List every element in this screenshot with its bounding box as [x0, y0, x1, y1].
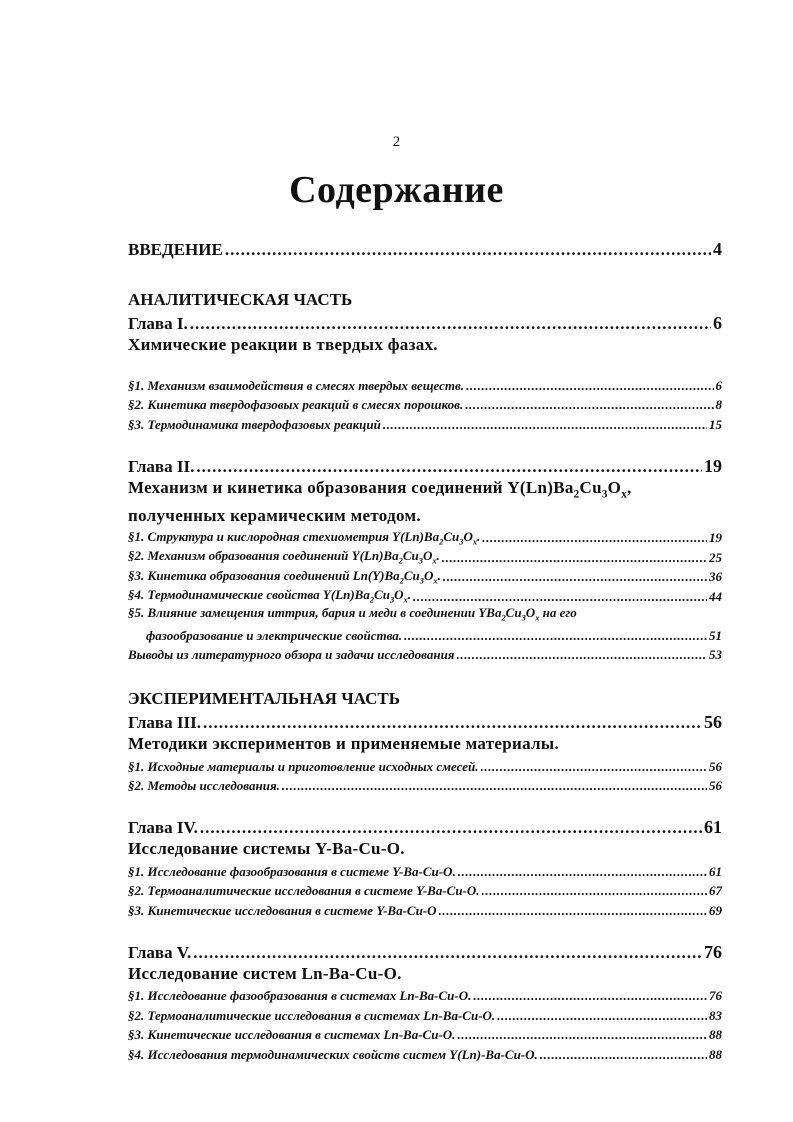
toc-page-number: 51 — [709, 627, 722, 643]
dot-leader — [404, 628, 707, 644]
toc-item-label: §4. Исследования термодинамических свойств систем Y(Ln)-Ba-Cu-O. — [128, 1046, 538, 1062]
toc-item[interactable] — [128, 860, 722, 880]
toc-page-number: 44 — [709, 588, 722, 604]
dot-leader — [473, 988, 707, 1004]
dot-leader — [225, 240, 711, 260]
dot-leader — [481, 759, 708, 775]
dot-leader — [193, 943, 702, 963]
toc-item[interactable] — [128, 585, 722, 605]
toc-chapter-3[interactable] — [128, 709, 722, 733]
dot-leader — [457, 647, 708, 663]
toc-item[interactable] — [128, 413, 722, 433]
toc-item[interactable] — [128, 374, 722, 394]
toc-page-number: 88 — [709, 1046, 722, 1062]
toc-page-number: 19 — [709, 530, 722, 546]
toc-item-label: §2. Методы исследования. — [128, 778, 280, 794]
toc-page-number: 56 — [704, 712, 722, 733]
chapter-label: Глава I. — [128, 314, 188, 333]
page-title: Содержание — [289, 169, 504, 211]
toc-entry-intro[interactable] — [128, 236, 722, 260]
toc-chapter-4[interactable] — [128, 814, 722, 838]
toc-item-label: §2. Термоаналитические исследования в системах Ln-Ba-Cu-O. — [128, 1007, 496, 1023]
toc-item-label: §1. Исходные материалы и приготовление исходных смесей. — [128, 758, 479, 774]
toc-page-number: 8 — [715, 397, 722, 412]
toc-item-label: §3. Кинетика образования соединений $Ln(Y)Ba_2Cu_3O_x$. — [128, 567, 441, 586]
toc-page-number: 19 — [704, 455, 722, 476]
toc-item-label: §1. Механизм взаимодействия в смесях твердых веществ. — [128, 377, 465, 393]
dot-leader — [203, 713, 702, 733]
toc-item-label: §3. Кинетические исследования в системе Y-Ba-Cu-O — [128, 902, 437, 918]
chapter-title: Методики экспериментов и применяемые материалы. — [128, 734, 560, 754]
toc-entry-label: ВВЕДЕНИЕ — [128, 240, 223, 259]
toc-item[interactable] — [128, 1024, 722, 1044]
toc-item-label: §3. Термодинамика твердофазовых реакций — [128, 416, 381, 432]
toc-item-label: §2. Термоаналитические исследования в системе Y-Ba-Cu-O. — [128, 883, 480, 899]
dot-leader — [466, 378, 713, 394]
dot-leader — [497, 1008, 707, 1024]
dot-leader — [540, 1047, 707, 1063]
toc-page-number: 6 — [715, 377, 722, 393]
toc-item[interactable] — [128, 985, 722, 1005]
toc-page-number: 76 — [704, 941, 722, 962]
toc-page-number: 67 — [709, 883, 722, 899]
toc-page-number: 53 — [709, 647, 722, 663]
section-heading-label: АНАЛИТИЧЕСКАЯ ЧАСТЬ — [128, 290, 353, 309]
toc-page-number: 15 — [709, 416, 722, 432]
toc-item[interactable] — [128, 755, 722, 775]
chapter-label: Глава IV. — [128, 818, 198, 838]
chapter-label: Глава II. — [128, 456, 195, 476]
dot-leader — [443, 569, 707, 585]
toc-item-multiline[interactable]: §5. Влияние замещения иттрия, бария и меди в соединении $YBa_2Cu_3O_x$ на его — [128, 604, 577, 623]
toc-item[interactable] — [128, 527, 722, 547]
toc-page-number: 6 — [713, 313, 722, 333]
toc-item[interactable] — [128, 566, 722, 586]
toc-page-number: 36 — [709, 569, 722, 585]
section-heading-experimental — [128, 685, 722, 709]
toc-item-label: §3. Кинетические исследования в системах Ln-Ba-Cu-O. — [128, 1027, 456, 1043]
toc-item-label: §2. Механизм образования соединений $Y(Ln)Ba_2Cu_3O_x$. — [128, 548, 440, 566]
toc-page-number: 61 — [709, 863, 722, 879]
dot-leader — [383, 417, 707, 433]
toc-item-label: фазообразование и электрические свойства. — [146, 627, 403, 643]
chapter-label: Глава III. — [128, 713, 201, 733]
toc-item[interactable] — [128, 1004, 722, 1024]
toc-page-number: 56 — [709, 758, 722, 774]
toc-item-label: Выводы из литературного обзора и задачи исследования — [128, 647, 455, 663]
chapter-title: Механизм и кинетика образования соединений $Y(Ln)Ba_2Cu_3O_x$, — [128, 477, 632, 500]
toc-page-number: 76 — [709, 988, 722, 1004]
toc-chapter-2[interactable] — [128, 453, 722, 477]
toc-item-label: §1. Исследование фазообразования в системе Y-Ba-Cu-O. — [128, 863, 456, 879]
chapter-title: Химические реакции в твердых фазах. — [128, 335, 438, 354]
toc-page-number: 56 — [709, 778, 722, 794]
section-heading-analytical — [128, 286, 722, 310]
dot-leader — [442, 550, 707, 566]
section-heading-label: ЭКСПЕРИМЕНТАЛЬНАЯ ЧАСТЬ — [128, 689, 400, 709]
toc-item-continuation[interactable] — [128, 624, 722, 644]
dot-leader — [465, 397, 713, 413]
chapter-label: Глава V. — [128, 942, 192, 962]
toc-chapter-5[interactable] — [128, 939, 722, 963]
dot-leader — [200, 818, 702, 838]
dot-leader — [196, 457, 702, 477]
page-number: 2 — [392, 134, 401, 150]
toc-page-number: 61 — [704, 817, 722, 838]
toc-item[interactable] — [128, 394, 722, 414]
toc-item[interactable] — [128, 880, 722, 900]
dot-leader — [457, 1027, 707, 1043]
toc-page-number: 69 — [709, 902, 722, 918]
dot-leader — [282, 778, 707, 794]
dot-leader — [458, 864, 707, 880]
toc-item-conclusions[interactable] — [128, 644, 722, 664]
chapter-title: Исследование системы Y-Ba-Cu-O. — [128, 839, 405, 859]
table-of-contents — [128, 236, 722, 1063]
dot-leader — [482, 530, 707, 546]
dot-leader — [190, 314, 711, 334]
toc-page-number: 25 — [709, 549, 722, 565]
toc-item-label: §2. Кинетика твердофазовых реакций в смесях порошков. — [128, 397, 464, 412]
toc-item[interactable] — [128, 775, 722, 795]
toc-item-label: §4. Термодинамические свойства $Y(Ln)Ba_2Cu_3O_x$. — [128, 587, 412, 605]
toc-page-number: 83 — [709, 1007, 722, 1023]
toc-page-number: 88 — [709, 1027, 722, 1043]
toc-chapter-1[interactable] — [128, 310, 722, 334]
toc-item-label: §1. Исследование фазообразования в системах Ln-Ba-Cu-O. — [128, 988, 472, 1004]
dot-leader — [482, 883, 707, 899]
toc-item-label: §1. Структура и кислородная стехиометрия $Y(Ln)Ba_2Cu_3O_x$. — [128, 528, 481, 547]
chapter-title-line2: полученных керамическим методом. — [128, 505, 421, 525]
toc-item[interactable] — [128, 1043, 722, 1063]
toc-item[interactable] — [128, 899, 722, 919]
toc-item[interactable] — [128, 546, 722, 566]
dot-leader — [439, 903, 707, 919]
dot-leader — [413, 589, 707, 605]
chapter-title: Исследование систем Ln-Ba-Cu-O. — [128, 963, 402, 983]
toc-page-number: 4 — [713, 239, 722, 259]
